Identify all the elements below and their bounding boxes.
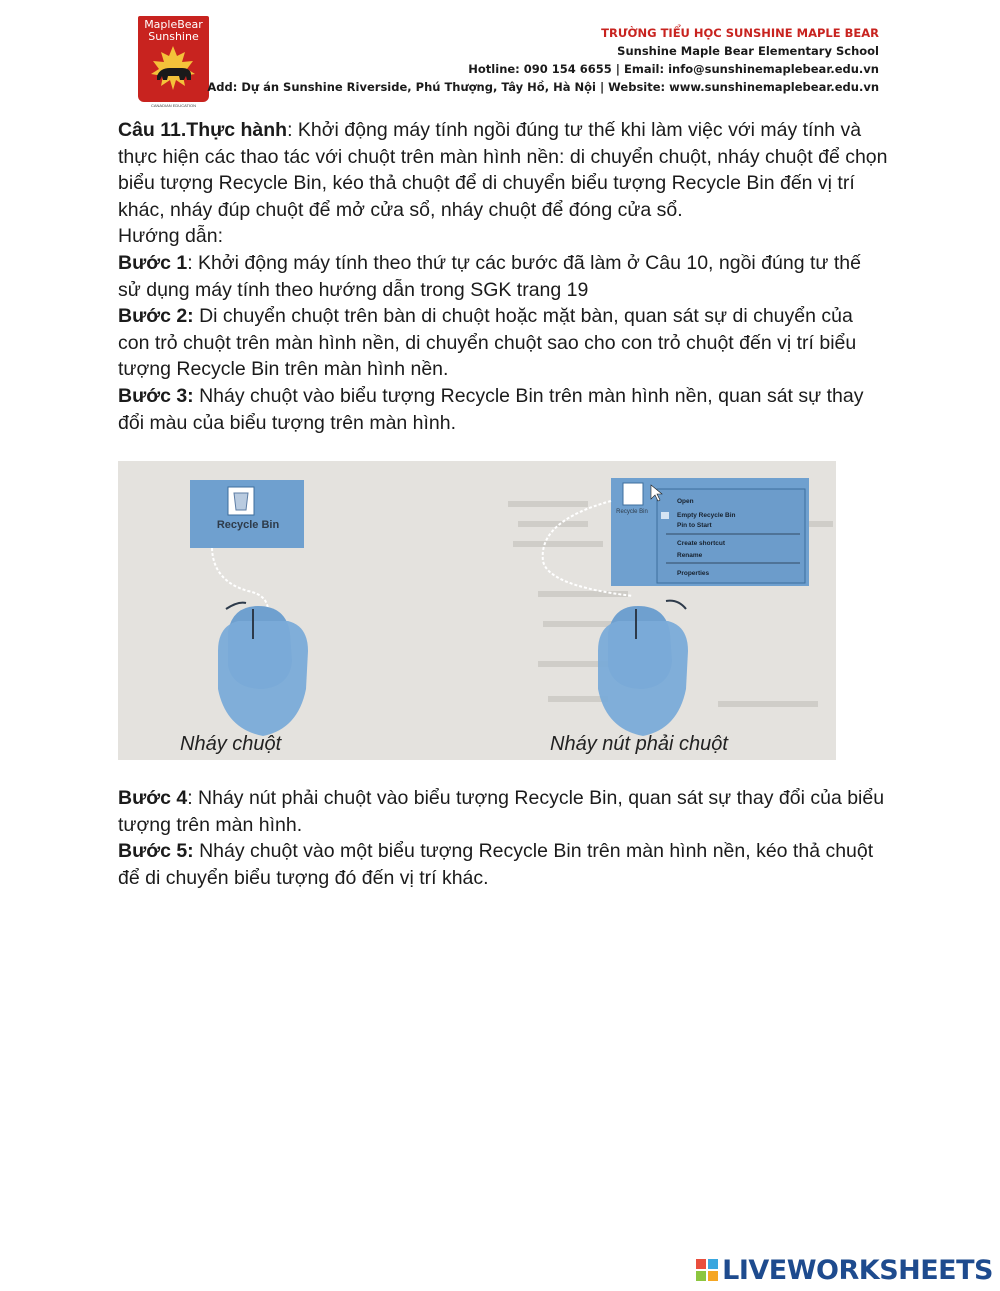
step-label: Bước 2:: [118, 305, 194, 328]
menu-item: Rename: [677, 552, 703, 559]
step-text: : Nháy nút phải chuột vào biểu tượng Recycle Bin, quan sát sự thay đổi của biểu tượng trên màn hình.: [118, 787, 885, 836]
logo-tagline: CANADIAN EDUCATION: [150, 103, 197, 108]
school-address: Add: Dự án Sunshine Riverside, Phú Thượng, Tây Hồ, Hà Nội | Website: www.sunshinemaplebear.edu.vn: [207, 80, 879, 94]
step-2: [118, 303, 888, 383]
step-4: [118, 785, 888, 838]
right-icon-label: Recycle Bin: [616, 509, 648, 515]
logo-shield: [138, 16, 209, 102]
school-name-en: Sunshine Maple Bear Elementary School: [617, 44, 879, 58]
guide-title: Hướng dẫn:: [118, 225, 223, 248]
liveworksheets-wordmark: LIVEWORKSHEETS: [722, 1254, 993, 1286]
menu-bin-icon: [661, 512, 669, 519]
right-recycle-bin-icon: [623, 483, 643, 505]
liveworksheets-cube-icon: [696, 1259, 718, 1281]
figure-illustration: [118, 461, 836, 760]
bin-glyph-icon: [234, 493, 248, 510]
menu-item: Create shortcut: [677, 540, 726, 547]
liveworksheets-logo: [696, 1253, 993, 1287]
step-1: [118, 250, 888, 303]
logo-brand-line2: Sunshine: [148, 30, 199, 43]
logo-brand: [138, 19, 209, 43]
step-text: Di chuyển chuột trên bàn di chuột hoặc mặt bàn, quan sát sự di chuyển của con trỏ chuột trên màn hình nền, di chuyển chuột sao cho con trỏ chuột đến vị trí biểu tượng Recycle Bin trên màn hình nền.: [118, 305, 857, 381]
menu-item: Empty Recycle Bin: [677, 512, 736, 519]
right-hand: [598, 621, 688, 736]
left-icon-label: Recycle Bin: [216, 519, 280, 531]
school-logo: [138, 16, 209, 109]
menu-item: Pin to Start: [677, 522, 712, 529]
menu-item: Properties: [677, 570, 710, 577]
menu-item: Open: [677, 498, 694, 505]
step-3: [118, 383, 888, 436]
step-text: Nháy chuột vào một biểu tượng Recycle Bin trên màn hình nền, kéo thả chuột để di chuyển biểu tượng đó đến vị trí khác.: [118, 840, 874, 889]
question-paragraph: [118, 117, 888, 223]
right-caption: Nháy nút phải chuột: [550, 733, 728, 755]
worksheet-content-continued: [118, 785, 888, 891]
school-header: [207, 24, 879, 96]
school-name-vi: TRƯỜNG TIỂU HỌC SUNSHINE MAPLE BEAR: [601, 26, 879, 40]
left-hand: [218, 621, 308, 736]
step-text: : Khởi động máy tính theo thứ tự các bước đã làm ở Câu 10, ngồi đúng tư thế sử dụng máy tính theo hướng dẫn trong SGK trang 19: [118, 251, 861, 301]
logo-brand-line1: MapleBear: [144, 18, 203, 31]
step-text: Nháy chuột vào biểu tượng Recycle Bin trên màn hình nền, quan sát sự thay đổi màu của biểu tượng trên màn hình.: [118, 384, 864, 434]
step-label: Bước 5:: [118, 840, 194, 863]
step-5: [118, 838, 888, 891]
worksheet-content: [118, 117, 888, 436]
school-contact: Hotline: 090 154 6655 | Email: info@sunshinemaplebear.edu.vn: [468, 62, 879, 76]
left-caption: Nháy chuột: [180, 733, 282, 755]
step-label: Bước 3:: [118, 384, 194, 407]
left-cable: [212, 548, 268, 611]
question-text: : Khởi động máy tính ngồi đúng tư thế khi làm việc với máy tính và thực hiện các thao tác với chuột trên màn hình nền: di chuyển chuột, nháy chuột để chọn biểu tượng Recycle Bin, kéo thả chuột để di chuyển biểu tượng Recycle Bin đến vị trí khác, nháy đúp chuột để mở cửa sổ, nháy chuột để đóng cửa sổ.: [118, 119, 888, 221]
step-label: Bước 4: [118, 787, 188, 809]
step-label: Bước 1: [118, 251, 188, 274]
mouse-click-figure: [118, 461, 836, 760]
question-label: Câu 11.Thực hành: [118, 119, 288, 141]
